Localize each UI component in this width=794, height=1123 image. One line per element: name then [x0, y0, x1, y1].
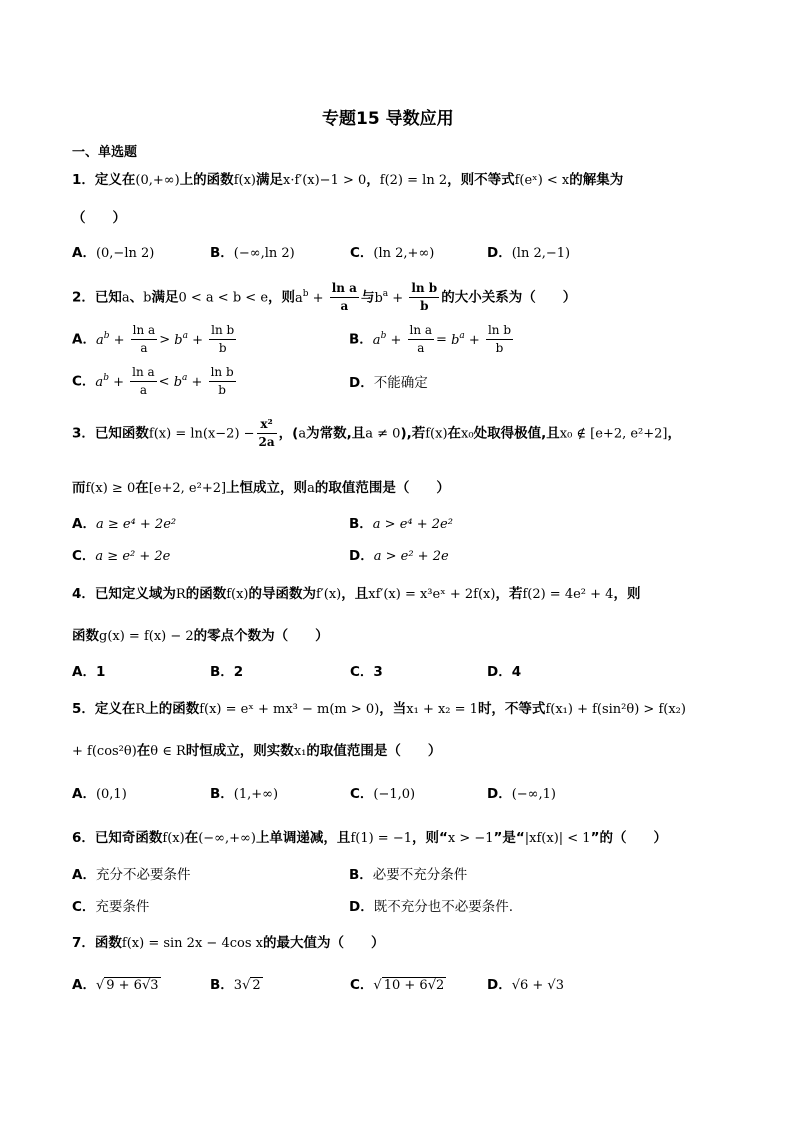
- question-5-option-b[interactable]: B．(1,+∞): [210, 786, 279, 802]
- question-3-option-d[interactable]: D．a > e² + 2e: [349, 548, 449, 564]
- question-1-blank: （ ）: [72, 210, 126, 226]
- question-3-option-b[interactable]: B．a > e⁴ + 2e²: [349, 516, 453, 532]
- question-6-option-a[interactable]: A．充分不必要条件: [72, 867, 191, 883]
- question-4-stem: 4．已知定义域为R的函数f(x)的导函数为f′(x)，且xf′(x) = x³eˣ + 2f(x)，若f(2) = 4e² + 4，则: [72, 586, 641, 602]
- question-6-stem: 6．已知奇函数f(x)在(−∞,+∞)上单调递减，且f(1) = −1，则“x > −1”是“|xf(x)| < 1”的（ ）: [72, 830, 667, 846]
- question-2-stem: 2．已知a、b满足0 < a < b < e，则$a^b$ + $\frac{\text{ln a}}{a}$ 与$b^a$ + $\frac{\text{ln b}}{b}$ 的大小关系为（ ）: [72, 281, 577, 313]
- question-4-option-d[interactable]: D．4: [487, 664, 522, 680]
- question-3-stem-line2: 而f(x) ≥ 0在[e+2, e²+2]上恒成立，则a的取值范围是（ ）: [72, 480, 450, 496]
- question-5-stem-line2: + f(cos²θ)在θ ∈ R时恒成立，则实数x₁的取值范围是（ ）: [72, 743, 442, 759]
- question-2-option-a[interactable]: A．$a^b$ + $\frac{\text{ln a}}{a}$ > $b^a$ + $\frac{\text{ln b}}{b}$: [72, 323, 235, 355]
- question-7-option-c[interactable]: C．√ 10 + 6√2: [350, 977, 445, 993]
- question-5-stem: 5．定义在R上的函数f(x) = eˣ + mx³ − m(m > 0)，当x₁ + x₂ = 1时，不等式f(x₁) + f(sin²θ) > f(x₂): [72, 701, 686, 717]
- question-4-stem-line2: 函数g(x) = f(x) − 2的零点个数为（ ）: [72, 628, 329, 644]
- question-4-option-a[interactable]: A．1: [72, 664, 106, 680]
- question-1-option-b[interactable]: B．(−∞,ln 2): [210, 245, 295, 261]
- question-3-option-a[interactable]: A．a ≥ e⁴ + 2e²: [72, 516, 177, 532]
- question-7-option-b[interactable]: B．3√ 2: [210, 977, 261, 993]
- question-1-option-a[interactable]: A．(0,−ln 2): [72, 245, 155, 261]
- question-2-option-c[interactable]: C．$a^b$ + $\frac{\text{ln a}}{a}$ < $b^a$ + $\frac{\text{ln b}}{b}$: [72, 365, 234, 397]
- question-3-stem: 3．已知函数f(x) = ln(x−2) − $\frac{\text{x²}}{2a}$ ，(a为常数,且a ≠ 0),若f(x)在x₀处取得极值,且x₀ ∉ [e+2, e²+2]，: [72, 417, 681, 449]
- page-title: 专题15 导数应用: [322, 109, 454, 129]
- question-7-option-a[interactable]: A．√ 9 + 6√3: [72, 977, 159, 993]
- question-6-option-d[interactable]: D．既不充分也不必要条件.: [349, 899, 514, 915]
- question-6-option-c[interactable]: C．充要条件: [72, 899, 150, 915]
- question-1-option-c[interactable]: C．(ln 2,+∞): [350, 245, 435, 261]
- question-7-option-d[interactable]: D．√6 + √3: [487, 977, 564, 993]
- question-1-stem: 1．定义在(0,+∞)上的函数f(x)满足x·f′(x)−1 > 0，f(2) = ln 2，则不等式f(eˣ) < x的解集为: [72, 172, 624, 188]
- question-6-option-b[interactable]: B．必要不充分条件: [349, 867, 468, 883]
- question-2-option-b[interactable]: B．$a^b$ + $\frac{\text{ln a}}{a}$ = $b^a$ + $\frac{\text{ln b}}{b}$: [349, 323, 512, 355]
- question-4-option-c[interactable]: C．3: [350, 664, 383, 680]
- question-5-option-a[interactable]: A．(0,1): [72, 786, 127, 802]
- question-1-option-d[interactable]: D．(ln 2,−1): [487, 245, 571, 261]
- section-heading: 一、单选题: [72, 145, 138, 160]
- question-2-option-d[interactable]: D．不能确定: [349, 375, 428, 391]
- question-4-option-b[interactable]: B．2: [210, 664, 244, 680]
- question-5-option-c[interactable]: C．(−1,0): [350, 786, 416, 802]
- question-5-option-d[interactable]: D．(−∞,1): [487, 786, 556, 802]
- question-7-stem: 7．函数f(x) = sin 2x − 4cos x的最大值为（ ）: [72, 935, 385, 951]
- question-3-option-c[interactable]: C．a ≥ e² + 2e: [72, 548, 171, 564]
